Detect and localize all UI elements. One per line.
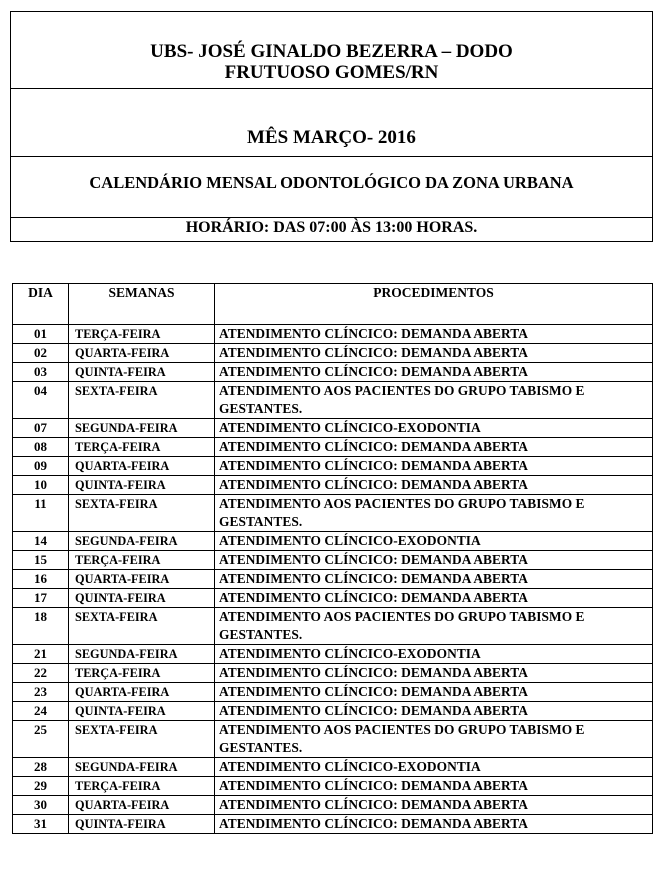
calendar-title-row (11, 156, 652, 218)
table-row (13, 495, 653, 532)
schedule-body (13, 325, 653, 834)
table-row (13, 702, 653, 721)
day-cell: 09 (13, 457, 69, 476)
day-cell: 10 (13, 476, 69, 495)
day-cell: 21 (13, 645, 69, 664)
schedule-table (12, 283, 653, 834)
ubs-title-line2: FRUTUOSO GOMES/RN (224, 62, 439, 83)
day-cell: 18 (13, 608, 69, 645)
ubs-title (11, 41, 652, 83)
day-cell: 01 (13, 325, 69, 344)
procedure-cell: ATENDIMENTO CLÍNCICO: DEMANDA ABERTA (215, 551, 653, 570)
table-row (13, 645, 653, 664)
table-row (13, 721, 653, 758)
table-row (13, 344, 653, 363)
table-row (13, 438, 653, 457)
table-row (13, 777, 653, 796)
table-row (13, 683, 653, 702)
procedure-cell: ATENDIMENTO AOS PACIENTES DO GRUPO TABISMO E GESTANTES. (215, 608, 653, 645)
weekday-cell: QUINTA-FEIRA (69, 476, 215, 495)
ubs-title-line1: UBS- JOSÉ GINALDO BEZERRA – DODO (150, 41, 513, 62)
day-cell: 17 (13, 589, 69, 608)
weekday-cell: QUINTA-FEIRA (69, 702, 215, 721)
calendar-title: CALENDÁRIO MENSAL ODONTOLÓGICO DA ZONA URBANA (89, 173, 574, 192)
day-cell: 22 (13, 664, 69, 683)
table-row (13, 363, 653, 382)
weekday-cell: SEXTA-FEIRA (69, 721, 215, 758)
schedule-hours: HORÁRIO: DAS 07:00 ÀS 13:00 HORAS. (185, 219, 478, 236)
procedure-cell: ATENDIMENTO CLÍNCICO: DEMANDA ABERTA (215, 344, 653, 363)
procedure-cell: ATENDIMENTO CLÍNCICO: DEMANDA ABERTA (215, 570, 653, 589)
day-cell: 07 (13, 419, 69, 438)
day-cell: 28 (13, 758, 69, 777)
month-row (11, 88, 652, 157)
day-cell: 03 (13, 363, 69, 382)
weekday-cell: QUINTA-FEIRA (69, 815, 215, 834)
table-row (13, 664, 653, 683)
day-cell: 14 (13, 532, 69, 551)
procedure-cell: ATENDIMENTO CLÍNCICO: DEMANDA ABERTA (215, 796, 653, 815)
weekday-cell: TERÇA-FEIRA (69, 325, 215, 344)
weekday-cell: QUINTA-FEIRA (69, 589, 215, 608)
weekday-cell: SEXTA-FEIRA (69, 495, 215, 532)
month-title: MÊS MARÇO- 2016 (247, 127, 416, 148)
day-cell: 31 (13, 815, 69, 834)
day-cell: 23 (13, 683, 69, 702)
ubs-title-row (11, 12, 652, 89)
day-cell: 16 (13, 570, 69, 589)
weekday-cell: QUARTA-FEIRA (69, 457, 215, 476)
procedure-cell: ATENDIMENTO AOS PACIENTES DO GRUPO TABISMO E GESTANTES. (215, 721, 653, 758)
weekday-cell: SEGUNDA-FEIRA (69, 758, 215, 777)
table-row (13, 589, 653, 608)
table-row (13, 419, 653, 438)
table-row (13, 532, 653, 551)
weekday-cell: SEGUNDA-FEIRA (69, 532, 215, 551)
weekday-cell: TERÇA-FEIRA (69, 777, 215, 796)
weekday-cell: QUARTA-FEIRA (69, 796, 215, 815)
weekday-cell: SEXTA-FEIRA (69, 608, 215, 645)
procedure-cell: ATENDIMENTO CLÍNCICO-EXODONTIA (215, 758, 653, 777)
day-cell: 29 (13, 777, 69, 796)
table-row (13, 382, 653, 419)
procedure-cell: ATENDIMENTO CLÍNCICO: DEMANDA ABERTA (215, 363, 653, 382)
weekday-cell: SEGUNDA-FEIRA (69, 645, 215, 664)
column-header-semanas: SEMANAS (69, 284, 215, 325)
weekday-cell: QUARTA-FEIRA (69, 344, 215, 363)
procedure-cell: ATENDIMENTO CLÍNCICO: DEMANDA ABERTA (215, 457, 653, 476)
procedure-cell: ATENDIMENTO CLÍNCICO: DEMANDA ABERTA (215, 589, 653, 608)
day-cell: 11 (13, 495, 69, 532)
day-cell: 24 (13, 702, 69, 721)
day-cell: 15 (13, 551, 69, 570)
table-row (13, 570, 653, 589)
table-row (13, 758, 653, 777)
procedure-cell: ATENDIMENTO CLÍNCICO: DEMANDA ABERTA (215, 476, 653, 495)
column-header-dia: DIA (13, 284, 69, 325)
procedure-cell: ATENDIMENTO AOS PACIENTES DO GRUPO TABISMO E GESTANTES. (215, 382, 653, 419)
weekday-cell: SEGUNDA-FEIRA (69, 419, 215, 438)
weekday-cell: SEXTA-FEIRA (69, 382, 215, 419)
procedure-cell: ATENDIMENTO CLÍNCICO: DEMANDA ABERTA (215, 438, 653, 457)
procedure-cell: ATENDIMENTO CLÍNCICO-EXODONTIA (215, 532, 653, 551)
header-box (10, 11, 653, 242)
weekday-cell: QUINTA-FEIRA (69, 363, 215, 382)
day-cell: 04 (13, 382, 69, 419)
day-cell: 25 (13, 721, 69, 758)
column-header-procedimentos: PROCEDIMENTOS (215, 284, 653, 325)
day-cell: 02 (13, 344, 69, 363)
table-row (13, 476, 653, 495)
table-header-row (13, 284, 653, 325)
table-row (13, 608, 653, 645)
table-row (13, 325, 653, 344)
weekday-cell: QUARTA-FEIRA (69, 683, 215, 702)
table-row (13, 457, 653, 476)
table-row (13, 551, 653, 570)
procedure-cell: ATENDIMENTO CLÍNCICO: DEMANDA ABERTA (215, 702, 653, 721)
procedure-cell: ATENDIMENTO CLÍNCICO-EXODONTIA (215, 645, 653, 664)
day-cell: 08 (13, 438, 69, 457)
weekday-cell: QUARTA-FEIRA (69, 570, 215, 589)
procedure-cell: ATENDIMENTO CLÍNCICO: DEMANDA ABERTA (215, 664, 653, 683)
hours-row (11, 217, 652, 242)
weekday-cell: TERÇA-FEIRA (69, 438, 215, 457)
procedure-cell: ATENDIMENTO AOS PACIENTES DO GRUPO TABISMO E GESTANTES. (215, 495, 653, 532)
procedure-cell: ATENDIMENTO CLÍNCICO: DEMANDA ABERTA (215, 683, 653, 702)
procedure-cell: ATENDIMENTO CLÍNCICO: DEMANDA ABERTA (215, 777, 653, 796)
day-cell: 30 (13, 796, 69, 815)
table-row (13, 815, 653, 834)
table-row (13, 796, 653, 815)
procedure-cell: ATENDIMENTO CLÍNCICO: DEMANDA ABERTA (215, 815, 653, 834)
weekday-cell: TERÇA-FEIRA (69, 551, 215, 570)
procedure-cell: ATENDIMENTO CLÍNCICO: DEMANDA ABERTA (215, 325, 653, 344)
procedure-cell: ATENDIMENTO CLÍNCICO-EXODONTIA (215, 419, 653, 438)
weekday-cell: TERÇA-FEIRA (69, 664, 215, 683)
